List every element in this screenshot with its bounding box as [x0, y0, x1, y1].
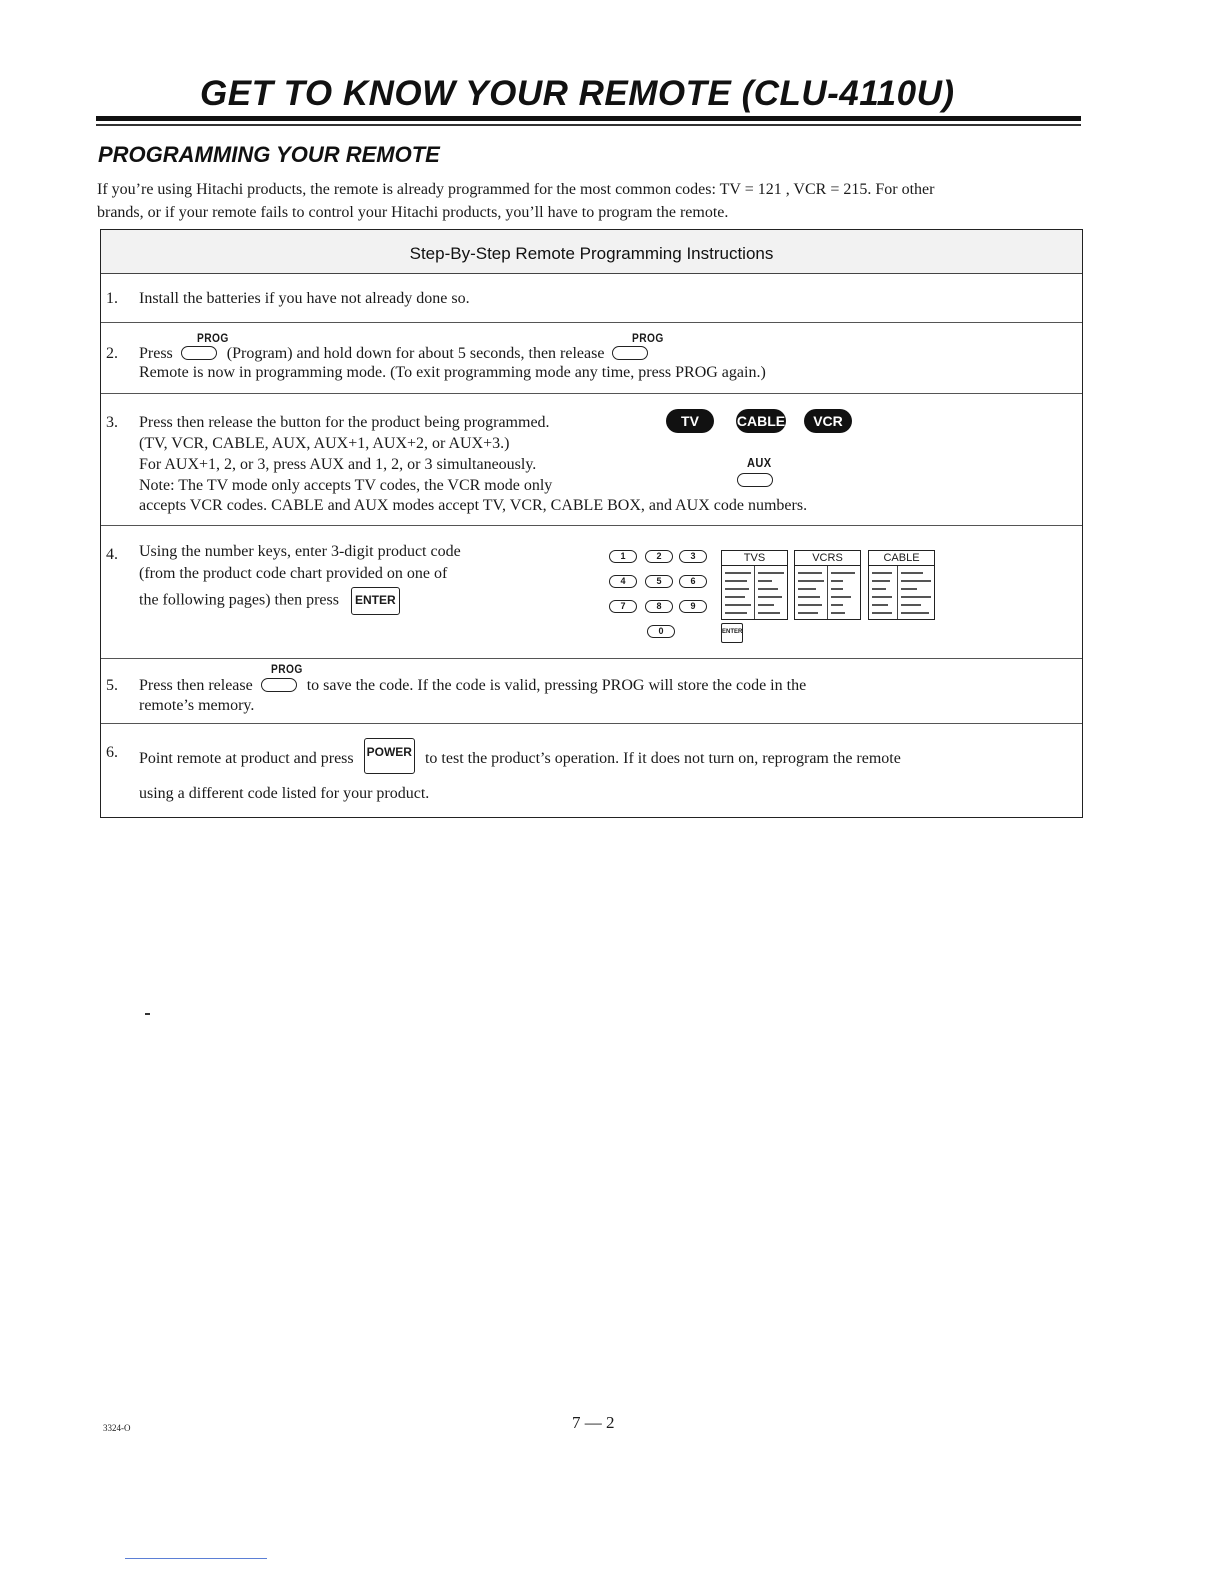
step-text: using a different code listed for your product. [139, 785, 430, 802]
page-number: 7 — 2 [572, 1413, 615, 1432]
step-number: 2. [106, 345, 118, 362]
enter-key-small-icon: ENTER [721, 623, 743, 643]
section-title: PROGRAMMING YOUR REMOTE [98, 142, 440, 167]
cable-mode-button: CABLE [736, 409, 786, 433]
step-number: 5. [106, 677, 118, 694]
step-number: 4. [106, 546, 118, 563]
step-row-6 [101, 724, 1082, 819]
chart-title: CABLE [869, 551, 934, 566]
step-row-1 [101, 274, 1082, 323]
prog-key [181, 331, 229, 361]
chart-divider [897, 566, 898, 619]
step-line [139, 738, 901, 774]
step-text: (Program) and hold down for about 5 seconds, then release [226, 345, 605, 362]
step-text: Note: The TV mode only accepts TV codes, the VCR mode only [139, 477, 553, 494]
step-text: Press then release [139, 677, 253, 694]
key-5-icon: 5 [645, 575, 673, 588]
step-text: Press then release the button for the product being programmed. [139, 414, 550, 431]
footer-underline [125, 1558, 267, 1559]
prog-key [612, 331, 665, 361]
chart-divider [754, 566, 755, 619]
key-9-icon: 9 [679, 600, 707, 613]
step-text: Install the batteries if you have not already done so. [139, 290, 470, 307]
step-line [139, 587, 400, 615]
step-row-4 [101, 526, 1082, 659]
key-6-icon: 6 [679, 575, 707, 588]
intro-line-2: brands, or if your remote fails to control your Hitachi products, you’ll have to program the remote. [97, 204, 729, 221]
step-text: Point remote at product and press [139, 749, 354, 767]
stray-mark [145, 1013, 150, 1015]
intro-paragraph [97, 178, 1082, 224]
prog-key-label: PROG [270, 662, 303, 676]
vcr-code-chart [794, 550, 861, 620]
title-rule-secondary [96, 124, 1081, 126]
prog-key-label: PROG [632, 331, 665, 345]
key-1-icon: 1 [609, 550, 637, 563]
prog-key-icon [612, 346, 648, 360]
tv-mode-button: TV [666, 409, 714, 433]
step-text: remote’s memory. [139, 697, 255, 714]
chart-title: TVS [722, 551, 787, 566]
step-text: Using the number keys, enter 3-digit product code [139, 543, 461, 560]
cable-code-chart [868, 550, 935, 620]
table-header: Step-By-Step Remote Programming Instructions [101, 230, 1082, 274]
key-3-icon: 3 [679, 550, 707, 563]
chart-title: VCRS [795, 551, 860, 566]
key-2-icon: 2 [645, 550, 673, 563]
step-number: 3. [106, 414, 118, 431]
step-text: to test the product’s operation. If it does not turn on, reprogram the remote [424, 749, 901, 767]
step-number: 6. [106, 744, 118, 761]
step-row-2 [101, 323, 1082, 394]
step-line [139, 662, 806, 696]
step-text: the following pages) then press [139, 591, 339, 609]
page-title: GET TO KNOW YOUR REMOTE (CLU-4110U) [200, 74, 955, 113]
document-code: 3324-O [103, 1423, 131, 1433]
step-row-3 [101, 394, 1082, 526]
vcr-mode-button: VCR [804, 409, 852, 433]
aux-key-label: AUX [747, 455, 772, 470]
prog-key-icon [261, 678, 297, 692]
step-text: Remote is now in programming mode. (To exit programming mode any time, press PROG again.) [139, 364, 766, 381]
title-rule [96, 116, 1081, 121]
step-number: 1. [106, 290, 118, 307]
press-text: Press [139, 345, 173, 362]
step-text: (from the product code chart provided on one of [139, 565, 448, 582]
key-0-icon: 0 [647, 625, 675, 638]
enter-key-icon: ENTER [351, 587, 400, 615]
key-7-icon: 7 [609, 600, 637, 613]
tv-code-chart [721, 550, 788, 620]
instructions-table [100, 229, 1083, 818]
step-text: (TV, VCR, CABLE, AUX, AUX+1, AUX+2, or AUX+3.) [139, 435, 510, 452]
prog-key [261, 662, 303, 692]
chart-divider [827, 566, 828, 619]
prog-key-label: PROG [196, 331, 229, 345]
power-key-icon: POWER [364, 738, 415, 774]
step-row-5 [101, 659, 1082, 724]
prog-key-icon [181, 346, 217, 360]
intro-line-1: If you’re using Hitachi products, the remote is already programmed for the most common codes: TV = 121 , VCR = 215. For other [97, 181, 935, 198]
aux-key-icon [737, 473, 773, 487]
key-8-icon: 8 [645, 600, 673, 613]
step-text: accepts VCR codes. CABLE and AUX modes accept TV, VCR, CABLE BOX, and AUX code numbers. [139, 497, 808, 514]
step-line [139, 331, 665, 365]
key-4-icon: 4 [609, 575, 637, 588]
step-text: to save the code. If the code is valid, pressing PROG will store the code in the [306, 677, 807, 694]
step-text: For AUX+1, 2, or 3, press AUX and 1, 2, or 3 simultaneously. [139, 456, 537, 473]
